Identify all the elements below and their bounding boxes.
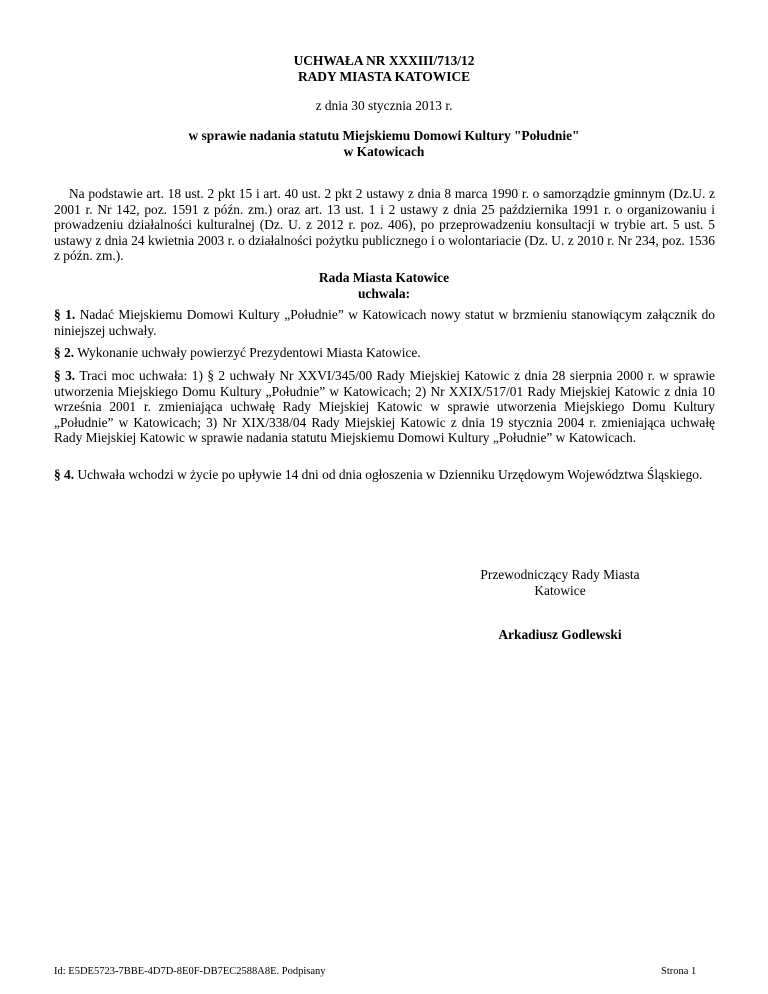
- council-line-1: Rada Miasta Katowice: [318, 270, 450, 285]
- section-1-text: Nadać Miejskiemu Domowi Kultury „Południe” w Katowicach nowy statut w brzmieniu stanowiącym załącznik do niniejszej uchwały.: [54, 307, 715, 338]
- section-2: [54, 345, 715, 361]
- signature-role: [440, 567, 680, 598]
- signature-role-line-1: Przewodniczący Rady Miasta: [480, 567, 640, 582]
- section-4-text: Uchwała wchodzi w życie po upływie 14 dni od dnia ogłoszenia w Dzienniku Urzędowym Województwa Śląskiego.: [74, 467, 703, 482]
- section-3: [54, 368, 715, 446]
- council-heading: [54, 270, 714, 301]
- section-2-text: Wykonanie uchwały powierzyć Prezydentowi Miasta Katowice.: [74, 345, 421, 360]
- section-2-label: § 2.: [54, 345, 75, 360]
- resolution-date: z dnia 30 stycznia 2013 r.: [315, 98, 453, 113]
- subject-line-1: w sprawie nadania statutu Miejskiemu Domowi Kultury "Południe": [188, 128, 580, 143]
- footer-document-id: Id: E5DE5723-7BBE-4D7D-8E0F-DB7EC2588A8E. Podpisany: [54, 966, 326, 977]
- council-line-2: uchwala:: [357, 285, 411, 301]
- title-line-2: RADY MIASTA KATOWICE: [297, 68, 471, 84]
- section-4: [54, 467, 715, 483]
- preamble-paragraph: Na podstawie art. 18 ust. 2 pkt 15 i art. 40 ust. 2 pkt 2 ustawy z dnia 8 marca 1990 r. o samorządzie gminnym (Dz.U. z 2001 r. Nr 142, poz. 1591 z późn. zm.) oraz art. 13 ust. 1 i 2 ustawy z dnia 25 października 1991 r. o organizowaniu i prowadzeniu działalności kulturalnej (Dz. U. z 2012 r. poz. 406), po przeprowadzeniu konsultacji w trybie art. 5 ust. 5 ustawy z dnia 24 kwietnia 2003 r. o działalności pożytku publicznego i o wolontariacie (Dz. U. z 2010 r. Nr 234, poz. 1536 z późn. zm.).: [54, 186, 715, 264]
- signature-role-line-2: Katowice: [534, 582, 586, 598]
- section-4-label: § 4.: [54, 467, 75, 482]
- resolution-title: [54, 53, 714, 84]
- section-3-label: § 3.: [54, 368, 76, 383]
- resolution-subject: [54, 128, 714, 159]
- subject-line-2: w Katowicach: [343, 143, 425, 159]
- section-1: [54, 307, 715, 338]
- title-line-1: UCHWAŁA NR XXXIII/713/12: [293, 53, 475, 68]
- section-3-text: Traci moc uchwała: 1) § 2 uchwały Nr XXVI/345/00 Rady Miejskiej Katowic z dnia 28 sierpnia 2000 r. w sprawie utworzenia Miejskiego Domu Kultury „Południe” w Katowicach; 2) Nr XXIX/517/01 Rady Miejskiej Katowic z dnia 10 września 2001 r. zmieniająca uchwałę Rady Miejskiej Katowic w sprawie utworzenia Miejskiego Domu Kultury „Południe” w Katowicach; 3) Nr XIX/338/04 Rady Miejskiej Katowic z dnia 19 stycznia 2004 r. zmieniająca uchwałę Rady Miejskiej Katowic w sprawie nadania statutu Miejskiemu Domowi Kultury „Południe” w Katowicach.: [54, 368, 715, 446]
- section-1-label: § 1.: [54, 307, 76, 322]
- footer-page-number: Strona 1: [661, 966, 697, 977]
- signature-name: Arkadiusz Godlewski: [498, 627, 622, 642]
